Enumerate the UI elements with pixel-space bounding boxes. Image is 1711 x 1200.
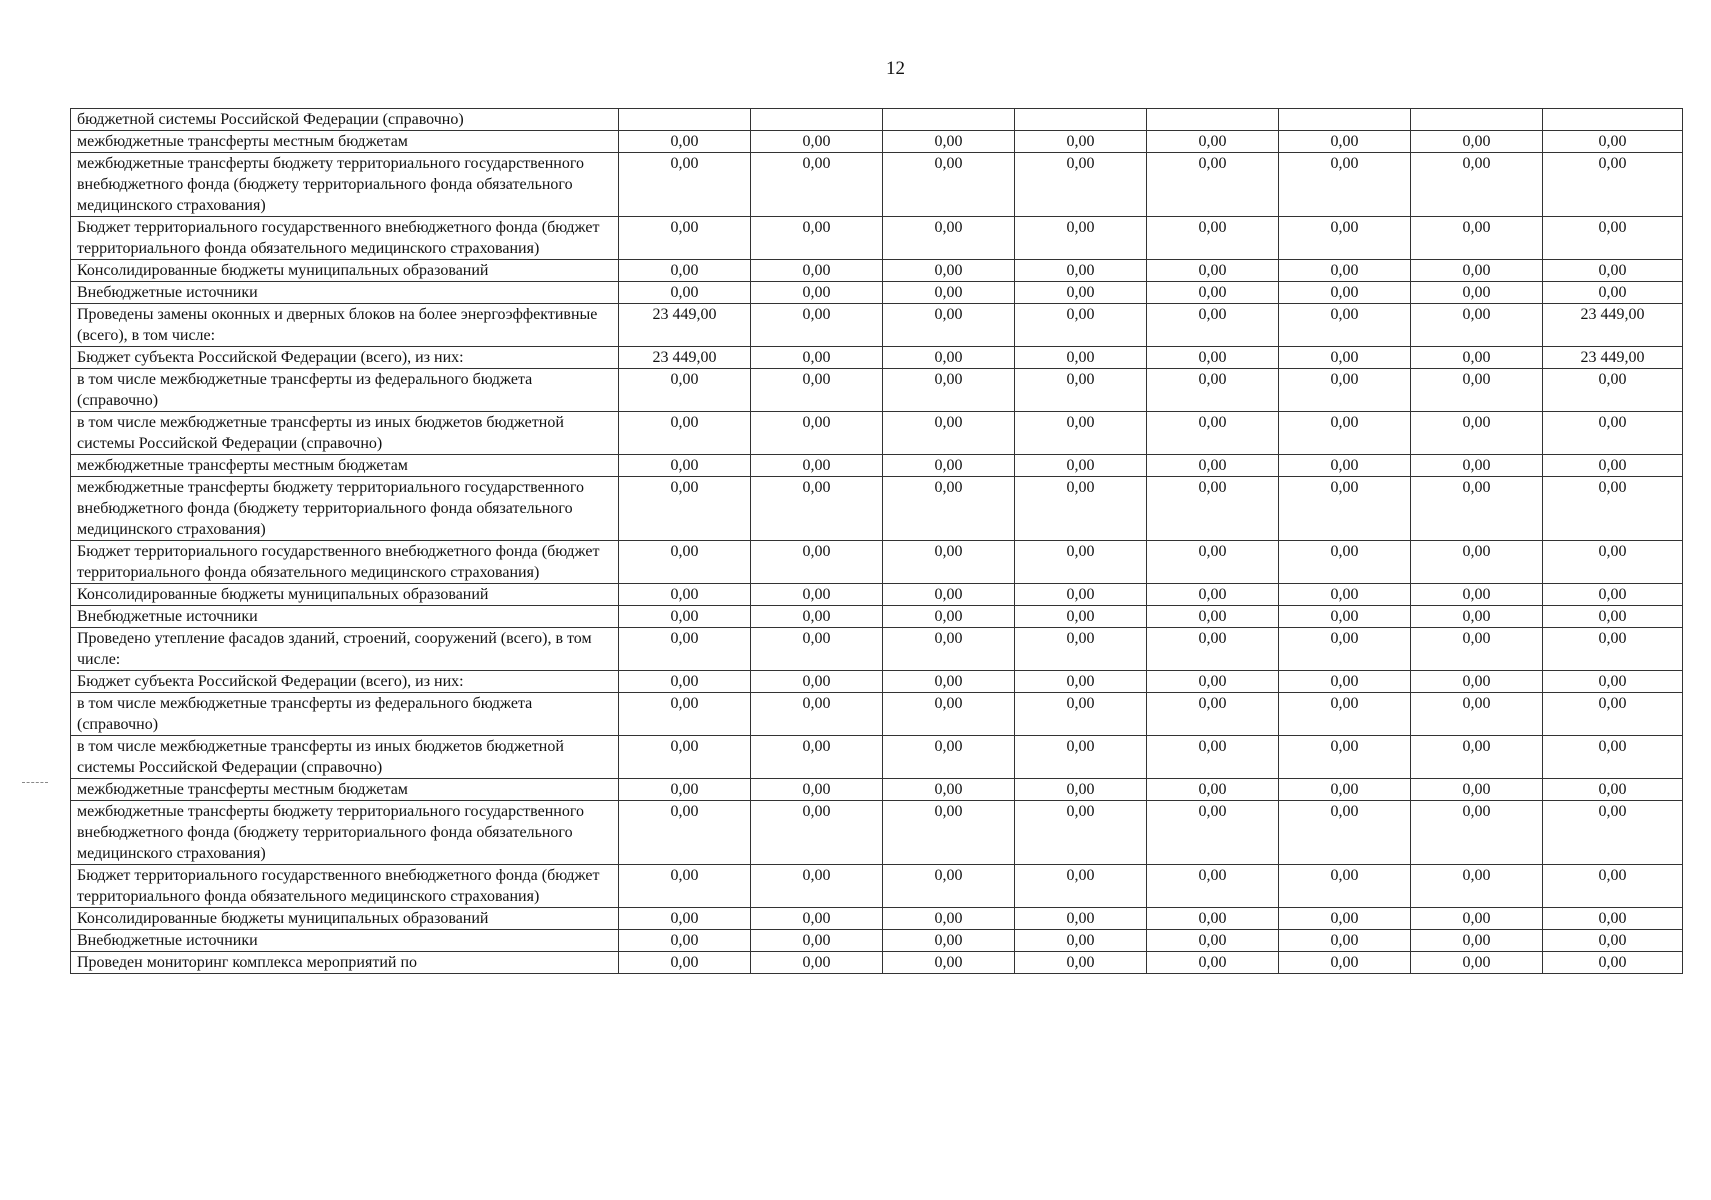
value-cell: 0,00 (883, 736, 1015, 779)
value-cell: 0,00 (1279, 153, 1411, 217)
value-cell: 0,00 (619, 412, 751, 455)
value-cell: 0,00 (883, 304, 1015, 347)
value-cell: 0,00 (1411, 260, 1543, 282)
value-cell: 0,00 (1411, 304, 1543, 347)
value-cell: 0,00 (1279, 260, 1411, 282)
value-cell: 0,00 (751, 304, 883, 347)
value-cell: 0,00 (1411, 347, 1543, 369)
value-cell: 0,00 (1543, 930, 1683, 952)
value-cell: 0,00 (1015, 693, 1147, 736)
value-cell: 0,00 (1015, 282, 1147, 304)
value-cell: 0,00 (1279, 455, 1411, 477)
scan-mark (22, 782, 48, 783)
row-label: Консолидированные бюджеты муниципальных образований (71, 260, 619, 282)
row-label: Бюджет территориального государственного внебюджетного фонда (бюджет территориального фонда обязательного медицинского страхования) (71, 865, 619, 908)
value-cell: 0,00 (1015, 153, 1147, 217)
value-cell: 0,00 (1279, 412, 1411, 455)
value-cell (1015, 109, 1147, 131)
value-cell: 0,00 (1147, 304, 1279, 347)
value-cell: 0,00 (1147, 217, 1279, 260)
value-cell: 23 449,00 (1543, 347, 1683, 369)
value-cell: 0,00 (619, 455, 751, 477)
value-cell: 0,00 (619, 930, 751, 952)
value-cell: 0,00 (1015, 779, 1147, 801)
value-cell: 0,00 (1279, 541, 1411, 584)
value-cell: 0,00 (619, 282, 751, 304)
value-cell: 0,00 (1279, 304, 1411, 347)
row-label: Консолидированные бюджеты муниципальных образований (71, 584, 619, 606)
value-cell: 0,00 (883, 541, 1015, 584)
value-cell: 0,00 (1279, 736, 1411, 779)
page-number: 12 (886, 58, 905, 79)
row-label: в том числе межбюджетные трансферты из иных бюджетов бюджетной системы Российской Федерации (справочно) (71, 736, 619, 779)
value-cell: 0,00 (1411, 952, 1543, 974)
value-cell: 0,00 (1015, 865, 1147, 908)
value-cell: 0,00 (619, 369, 751, 412)
value-cell: 0,00 (883, 260, 1015, 282)
value-cell: 0,00 (1147, 369, 1279, 412)
value-cell: 0,00 (1543, 412, 1683, 455)
value-cell: 0,00 (1543, 282, 1683, 304)
row-label: Проведены замены оконных и дверных блоков на более энергоэффективные (всего), в том числе: (71, 304, 619, 347)
value-cell: 0,00 (751, 606, 883, 628)
table-row (71, 109, 1683, 131)
table-row (71, 217, 1683, 260)
value-cell: 0,00 (619, 736, 751, 779)
value-cell: 0,00 (1543, 455, 1683, 477)
value-cell: 0,00 (751, 584, 883, 606)
value-cell: 0,00 (883, 455, 1015, 477)
row-label: Бюджет субъекта Российской Федерации (всего), из них: (71, 347, 619, 369)
row-label: в том числе межбюджетные трансферты из федерального бюджета (справочно) (71, 693, 619, 736)
value-cell: 0,00 (1543, 584, 1683, 606)
value-cell: 0,00 (1147, 455, 1279, 477)
value-cell: 0,00 (1411, 671, 1543, 693)
value-cell: 0,00 (1147, 908, 1279, 930)
value-cell: 0,00 (1543, 908, 1683, 930)
value-cell: 0,00 (619, 865, 751, 908)
row-label: Консолидированные бюджеты муниципальных образований (71, 908, 619, 930)
table-row (71, 369, 1683, 412)
value-cell: 0,00 (1279, 628, 1411, 671)
value-cell: 0,00 (1147, 131, 1279, 153)
value-cell: 0,00 (751, 260, 883, 282)
value-cell: 0,00 (1147, 693, 1279, 736)
row-label: Бюджет субъекта Российской Федерации (всего), из них: (71, 671, 619, 693)
value-cell: 0,00 (1147, 865, 1279, 908)
value-cell: 0,00 (883, 412, 1015, 455)
value-cell: 0,00 (751, 930, 883, 952)
row-label: Бюджет территориального государственного внебюджетного фонда (бюджет территориального фонда обязательного медицинского страхования) (71, 541, 619, 584)
value-cell: 0,00 (1411, 455, 1543, 477)
value-cell (1147, 109, 1279, 131)
table-row (71, 347, 1683, 369)
value-cell: 0,00 (1147, 801, 1279, 865)
value-cell: 0,00 (751, 952, 883, 974)
value-cell: 0,00 (1279, 477, 1411, 541)
value-cell: 0,00 (1411, 628, 1543, 671)
row-label: бюджетной системы Российской Федерации (справочно) (71, 109, 619, 131)
row-label: межбюджетные трансферты местным бюджетам (71, 131, 619, 153)
value-cell: 0,00 (619, 541, 751, 584)
value-cell: 0,00 (1411, 282, 1543, 304)
row-label: межбюджетные трансферты местным бюджетам (71, 455, 619, 477)
value-cell: 0,00 (619, 779, 751, 801)
value-cell: 0,00 (619, 908, 751, 930)
value-cell: 0,00 (1411, 779, 1543, 801)
value-cell: 0,00 (1279, 217, 1411, 260)
value-cell: 0,00 (1543, 736, 1683, 779)
row-label: Внебюджетные источники (71, 282, 619, 304)
table-row (71, 865, 1683, 908)
value-cell: 0,00 (751, 412, 883, 455)
table-row (71, 477, 1683, 541)
table-body (71, 109, 1683, 974)
value-cell: 0,00 (751, 671, 883, 693)
value-cell: 0,00 (751, 153, 883, 217)
value-cell: 0,00 (883, 908, 1015, 930)
table-row (71, 606, 1683, 628)
value-cell: 0,00 (1147, 628, 1279, 671)
value-cell: 0,00 (751, 347, 883, 369)
value-cell: 0,00 (751, 541, 883, 584)
value-cell: 0,00 (1015, 217, 1147, 260)
value-cell: 0,00 (1015, 736, 1147, 779)
value-cell: 0,00 (883, 477, 1015, 541)
value-cell: 0,00 (1015, 628, 1147, 671)
value-cell: 0,00 (1279, 369, 1411, 412)
value-cell: 0,00 (1411, 217, 1543, 260)
table-row (71, 153, 1683, 217)
value-cell: 0,00 (1279, 908, 1411, 930)
value-cell: 0,00 (1147, 260, 1279, 282)
row-label: Внебюджетные источники (71, 930, 619, 952)
table-row (71, 541, 1683, 584)
value-cell: 0,00 (1015, 952, 1147, 974)
value-cell: 0,00 (1015, 908, 1147, 930)
value-cell: 0,00 (1279, 952, 1411, 974)
row-label: Проведено утепление фасадов зданий, строений, сооружений (всего), в том числе: (71, 628, 619, 671)
value-cell: 0,00 (1543, 369, 1683, 412)
value-cell: 0,00 (751, 282, 883, 304)
value-cell: 0,00 (1147, 779, 1279, 801)
value-cell: 0,00 (1543, 217, 1683, 260)
value-cell: 0,00 (751, 908, 883, 930)
value-cell: 0,00 (1015, 412, 1147, 455)
value-cell: 0,00 (1411, 606, 1543, 628)
value-cell: 0,00 (619, 606, 751, 628)
value-cell: 23 449,00 (619, 347, 751, 369)
value-cell: 0,00 (883, 347, 1015, 369)
value-cell (619, 109, 751, 131)
value-cell: 0,00 (883, 584, 1015, 606)
value-cell: 0,00 (1279, 693, 1411, 736)
value-cell: 0,00 (751, 369, 883, 412)
value-cell: 0,00 (1543, 477, 1683, 541)
value-cell: 0,00 (619, 952, 751, 974)
value-cell: 0,00 (1543, 779, 1683, 801)
value-cell: 0,00 (751, 693, 883, 736)
row-label: в том числе межбюджетные трансферты из федерального бюджета (справочно) (71, 369, 619, 412)
value-cell: 0,00 (883, 865, 1015, 908)
value-cell: 0,00 (883, 131, 1015, 153)
table-row (71, 930, 1683, 952)
value-cell: 0,00 (1015, 455, 1147, 477)
row-label: в том числе межбюджетные трансферты из иных бюджетов бюджетной системы Российской Федерации (справочно) (71, 412, 619, 455)
value-cell: 0,00 (1279, 131, 1411, 153)
value-cell: 0,00 (883, 369, 1015, 412)
value-cell: 0,00 (1147, 736, 1279, 779)
value-cell: 0,00 (1543, 131, 1683, 153)
table-row (71, 282, 1683, 304)
value-cell: 0,00 (1543, 693, 1683, 736)
value-cell: 0,00 (1279, 606, 1411, 628)
value-cell: 0,00 (1015, 477, 1147, 541)
value-cell: 0,00 (1411, 153, 1543, 217)
value-cell: 0,00 (1279, 801, 1411, 865)
value-cell: 0,00 (1015, 930, 1147, 952)
value-cell: 0,00 (883, 671, 1015, 693)
value-cell: 0,00 (1015, 131, 1147, 153)
value-cell: 0,00 (1411, 801, 1543, 865)
value-cell: 0,00 (1543, 671, 1683, 693)
value-cell: 0,00 (751, 455, 883, 477)
value-cell: 0,00 (883, 779, 1015, 801)
row-label: межбюджетные трансферты бюджету территориального государственного внебюджетного фонда (бюджету территориального фонда обязательного медицинского страхования) (71, 477, 619, 541)
value-cell: 0,00 (1543, 541, 1683, 584)
value-cell: 0,00 (1015, 671, 1147, 693)
value-cell: 0,00 (1147, 952, 1279, 974)
value-cell: 0,00 (1279, 584, 1411, 606)
value-cell: 0,00 (1279, 779, 1411, 801)
value-cell: 0,00 (1411, 865, 1543, 908)
value-cell: 0,00 (619, 671, 751, 693)
table-row (71, 952, 1683, 974)
value-cell: 0,00 (883, 628, 1015, 671)
value-cell: 0,00 (1543, 606, 1683, 628)
value-cell: 0,00 (883, 930, 1015, 952)
row-label: межбюджетные трансферты местным бюджетам (71, 779, 619, 801)
value-cell: 0,00 (1015, 541, 1147, 584)
value-cell: 0,00 (1015, 304, 1147, 347)
value-cell: 0,00 (1411, 477, 1543, 541)
table-row (71, 584, 1683, 606)
row-label: Бюджет территориального государственного внебюджетного фонда (бюджет территориального фонда обязательного медицинского страхования) (71, 217, 619, 260)
value-cell: 0,00 (1411, 541, 1543, 584)
value-cell (751, 109, 883, 131)
value-cell: 0,00 (1147, 153, 1279, 217)
value-cell: 0,00 (1411, 584, 1543, 606)
value-cell: 0,00 (1543, 628, 1683, 671)
value-cell: 0,00 (1015, 801, 1147, 865)
value-cell: 0,00 (1411, 736, 1543, 779)
value-cell: 0,00 (619, 693, 751, 736)
value-cell: 0,00 (751, 628, 883, 671)
row-label: Проведен мониторинг комплекса мероприятий по (71, 952, 619, 974)
value-cell: 0,00 (1015, 606, 1147, 628)
value-cell: 0,00 (1411, 693, 1543, 736)
table-row (71, 736, 1683, 779)
table-row (71, 779, 1683, 801)
value-cell: 0,00 (883, 606, 1015, 628)
value-cell: 0,00 (1411, 412, 1543, 455)
value-cell: 0,00 (883, 217, 1015, 260)
value-cell: 0,00 (619, 801, 751, 865)
value-cell: 0,00 (751, 865, 883, 908)
value-cell (1543, 109, 1683, 131)
value-cell: 0,00 (1543, 801, 1683, 865)
value-cell: 0,00 (619, 477, 751, 541)
value-cell: 0,00 (1279, 282, 1411, 304)
value-cell: 0,00 (1543, 153, 1683, 217)
value-cell: 0,00 (1411, 908, 1543, 930)
value-cell: 0,00 (1015, 584, 1147, 606)
value-cell: 0,00 (1147, 930, 1279, 952)
value-cell: 0,00 (1543, 260, 1683, 282)
budget-table (70, 108, 1683, 974)
value-cell: 0,00 (883, 153, 1015, 217)
value-cell: 0,00 (1411, 131, 1543, 153)
value-cell: 0,00 (1411, 930, 1543, 952)
value-cell: 0,00 (883, 801, 1015, 865)
value-cell: 0,00 (1147, 671, 1279, 693)
row-label: межбюджетные трансферты бюджету территориального государственного внебюджетного фонда (бюджету территориального фонда обязательного медицинского страхования) (71, 801, 619, 865)
table-row (71, 131, 1683, 153)
value-cell: 0,00 (883, 693, 1015, 736)
value-cell: 0,00 (1147, 347, 1279, 369)
value-cell (1411, 109, 1543, 131)
table-row (71, 671, 1683, 693)
value-cell: 0,00 (883, 282, 1015, 304)
value-cell: 0,00 (619, 260, 751, 282)
table-row (71, 412, 1683, 455)
value-cell: 0,00 (1147, 477, 1279, 541)
value-cell (1279, 109, 1411, 131)
value-cell (883, 109, 1015, 131)
value-cell: 0,00 (619, 153, 751, 217)
value-cell: 23 449,00 (1543, 304, 1683, 347)
value-cell: 0,00 (1147, 541, 1279, 584)
value-cell: 0,00 (1147, 412, 1279, 455)
table-row (71, 455, 1683, 477)
value-cell: 0,00 (619, 584, 751, 606)
value-cell: 0,00 (1147, 282, 1279, 304)
value-cell: 0,00 (1279, 671, 1411, 693)
value-cell: 0,00 (1279, 865, 1411, 908)
value-cell: 0,00 (751, 477, 883, 541)
value-cell: 0,00 (1543, 952, 1683, 974)
value-cell: 0,00 (751, 801, 883, 865)
row-label: межбюджетные трансферты бюджету территориального государственного внебюджетного фонда (бюджету территориального фонда обязательного медицинского страхования) (71, 153, 619, 217)
value-cell: 0,00 (619, 217, 751, 260)
table-row (71, 260, 1683, 282)
value-cell: 0,00 (619, 131, 751, 153)
table-row (71, 304, 1683, 347)
value-cell: 0,00 (619, 628, 751, 671)
value-cell: 0,00 (751, 131, 883, 153)
value-cell: 0,00 (1147, 584, 1279, 606)
value-cell: 0,00 (1279, 930, 1411, 952)
value-cell: 0,00 (1543, 865, 1683, 908)
value-cell: 0,00 (1279, 347, 1411, 369)
table-row (71, 908, 1683, 930)
value-cell: 0,00 (751, 736, 883, 779)
value-cell: 0,00 (883, 952, 1015, 974)
value-cell: 0,00 (1147, 606, 1279, 628)
value-cell: 23 449,00 (619, 304, 751, 347)
value-cell: 0,00 (1015, 260, 1147, 282)
table-row (71, 628, 1683, 671)
value-cell: 0,00 (1411, 369, 1543, 412)
table-row (71, 801, 1683, 865)
value-cell: 0,00 (1015, 347, 1147, 369)
row-label: Внебюджетные источники (71, 606, 619, 628)
table-row (71, 693, 1683, 736)
value-cell: 0,00 (751, 779, 883, 801)
value-cell: 0,00 (751, 217, 883, 260)
value-cell: 0,00 (1015, 369, 1147, 412)
